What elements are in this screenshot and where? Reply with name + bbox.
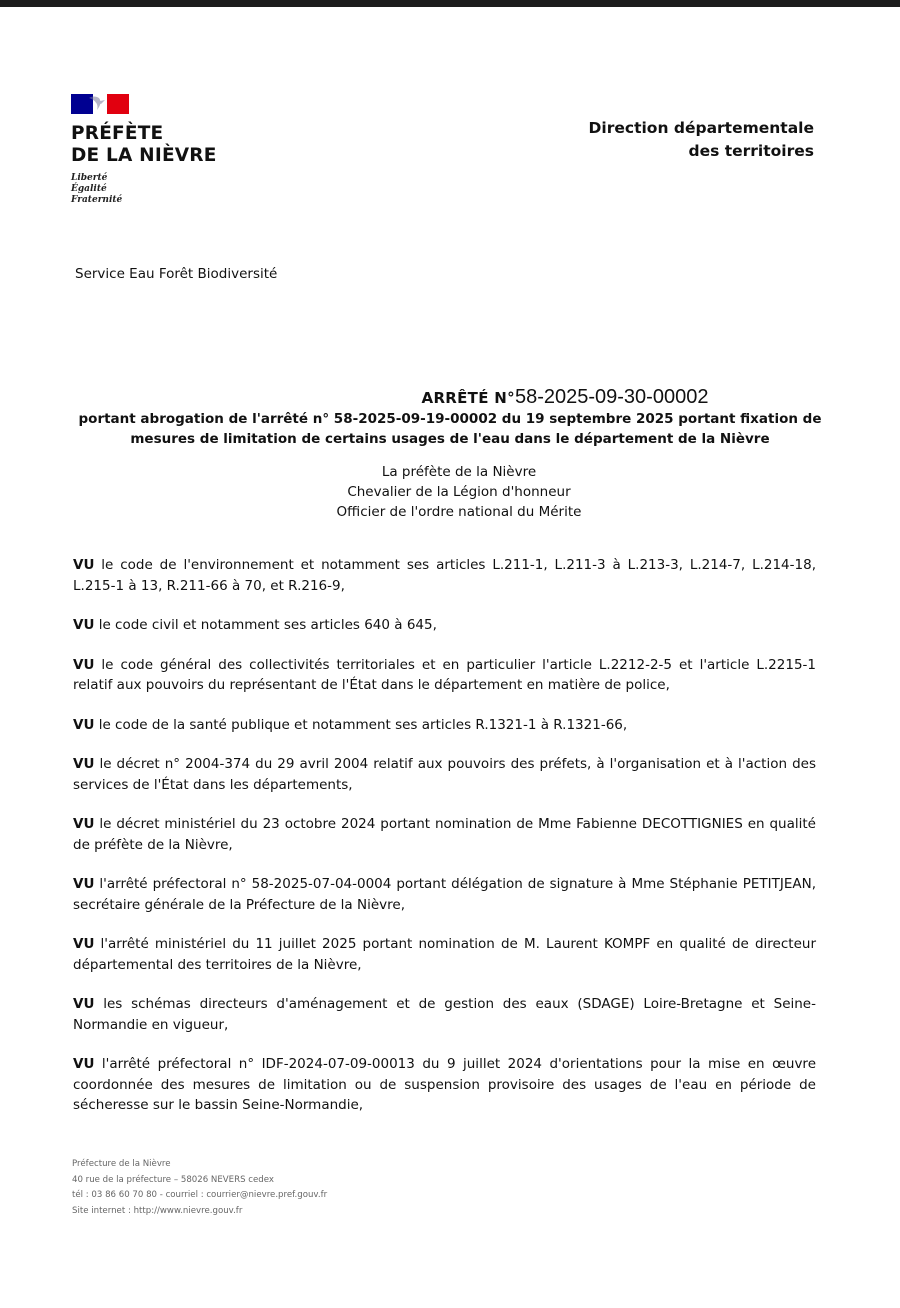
visa-text: le code général des collectivités territoriales et en particulier l'article L.2212-2-5 et l'article L.2215-1 relatif aux pouvoirs du représentant de l'État dans le département en matière de police,	[73, 656, 816, 693]
footer-line: Préfecture de la Nièvre	[72, 1159, 171, 1169]
logo-line-prefete: PRÉFÈTE	[71, 123, 164, 144]
direction-line-2: des territoires	[688, 142, 814, 160]
visa-vu: VU	[73, 936, 95, 952]
visa-item	[73, 754, 816, 795]
visa-item	[73, 555, 816, 596]
visa-text: l'arrêté préfectoral n° 58-2025-07-04-0004 portant délégation de signature à Mme Stéphanie PETITJEAN, secrétaire générale de la Préfecture de la Nièvre,	[73, 876, 816, 913]
service-name: Service Eau Forêt Biodiversité	[75, 266, 278, 282]
visa-item	[73, 814, 816, 855]
visa-vu: VU	[73, 996, 95, 1012]
visa-text: l'arrêté préfectoral n° IDF-2024-07-09-00013 du 9 juillet 2024 d'orientations pour la mise en œuvre coordonnée des mesures de limitation ou de suspension provisoire des usages de l'eau en période de sécheresse sur le bassin Seine-Normandie,	[73, 1056, 816, 1113]
visa-text: le décret ministériel du 23 octobre 2024 portant nomination de Mme Fabienne DECOTTIGNIES en qualité de préfète de la Nièvre,	[73, 816, 816, 853]
visa-item	[73, 994, 816, 1035]
visa-text: les schémas directeurs d'aménagement et de gestion des eaux (SDAGE) Loire-Bretagne et Seine-Normandie en vigueur,	[73, 996, 816, 1033]
footer-contact	[72, 1157, 327, 1219]
authority-line: Officier de l'ordre national du Mérite	[336, 504, 582, 520]
visa-item	[73, 1054, 816, 1116]
authority-line: La préfète de la Nièvre	[381, 464, 537, 480]
visa-item	[73, 655, 816, 696]
visa-vu: VU	[73, 656, 95, 673]
republic-motto	[71, 173, 271, 206]
visa-item	[73, 874, 816, 915]
visa-text: le code de l'environnement et notamment ses articles L.211-1, L.211-3 à L.213-3, L.214-7, L.214-18, L.215-1 à 13, R.211-66 à 70, et R.216-9,	[73, 557, 816, 594]
motto-fraternite: Fraternité	[71, 195, 123, 205]
visa-vu: VU	[73, 617, 95, 633]
footer-line: tél : 03 86 60 70 80 - courriel : courrier@nievre.pref.gouv.fr	[72, 1190, 328, 1200]
visa-item	[73, 615, 816, 636]
motto-liberte: Liberté	[71, 173, 108, 183]
motto-egalite: Égalité	[71, 184, 107, 194]
visa-text: le code de la santé publique et notamment ses articles R.1321-1 à R.1321-66,	[94, 716, 628, 733]
arrete-subtitle: portant abrogation de l'arrêté n° 58-2025-09-19-00002 du 19 septembre 2025 portant fixation de mesures de limitation de certains usages de l'eau dans le département de la Nièvre	[78, 411, 822, 447]
footer-line: 40 rue de la préfecture – 58026 NEVERS cedex	[72, 1174, 274, 1185]
visas-list	[73, 555, 816, 1135]
visa-item	[73, 715, 816, 736]
visa-vu: VU	[73, 716, 95, 733]
visa-vu: VU	[73, 1056, 95, 1072]
visa-vu: VU	[73, 756, 95, 772]
arrete-number-value: 58-2025-09-30-00002	[514, 386, 709, 408]
marianne-flag-icon	[71, 94, 129, 114]
visa-vu: VU	[73, 557, 95, 573]
visa-text: l'arrêté ministériel du 11 juillet 2025 portant nomination de M. Laurent KOMPF en qualité de directeur départemental des territoires de la Nièvre,	[73, 936, 816, 973]
direction-heading	[589, 117, 814, 163]
arrete-label: ARRÊTÉ N°	[421, 389, 515, 407]
authority-line: Chevalier de la Légion d'honneur	[347, 484, 571, 500]
direction-line-1: Direction départementale	[588, 119, 814, 137]
visa-text: le code civil et notamment ses articles 640 à 645,	[94, 617, 437, 633]
footer-line: Site internet : http://www.nievre.gouv.fr	[72, 1205, 243, 1216]
visa-text: le décret n° 2004-374 du 29 avril 2004 relatif aux pouvoirs des préfets, à l'organisation et à l'action des services de l'État dans les départements,	[73, 756, 816, 793]
logo-line-nievre: DE LA NIÈVRE	[71, 145, 217, 166]
visa-vu: VU	[73, 876, 95, 892]
arrete-number	[0, 386, 900, 409]
authority-block	[0, 462, 900, 522]
prefecture-logo	[71, 94, 271, 206]
visa-item	[73, 934, 816, 975]
visa-vu: VU	[73, 816, 95, 832]
top-scan-border	[0, 0, 900, 7]
